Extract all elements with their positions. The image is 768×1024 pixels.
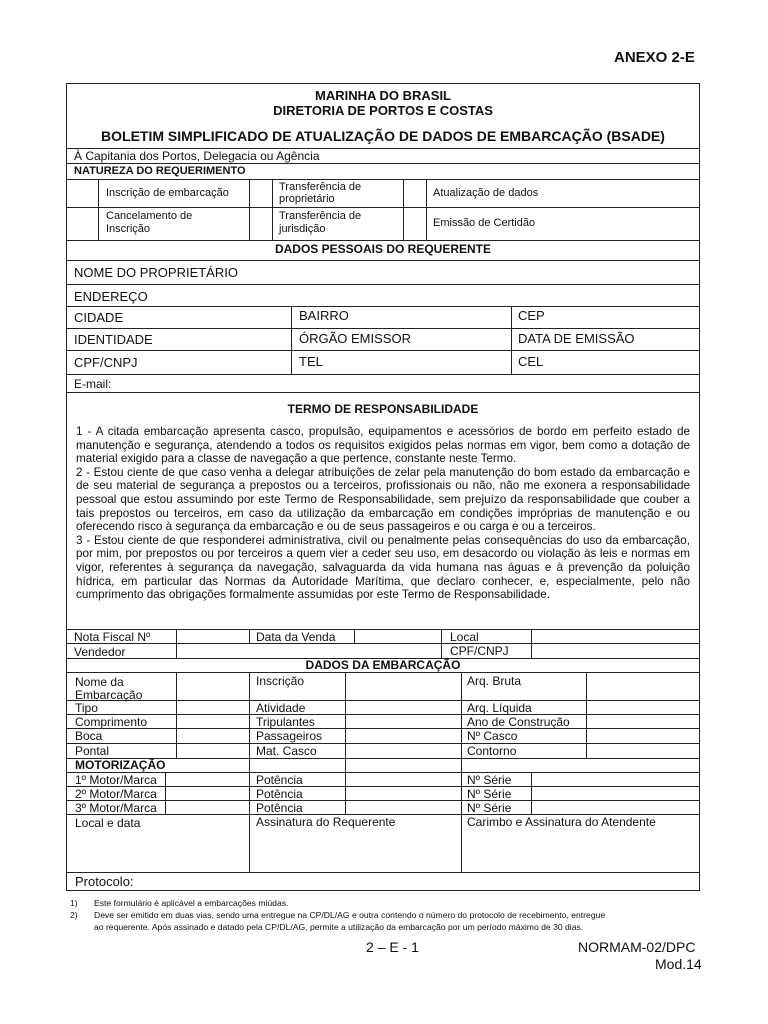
option-transf-prop-2: proprietário xyxy=(279,193,335,205)
nota-fiscal-label[interactable]: Nota Fiscal Nº xyxy=(74,630,151,644)
comprimento-label[interactable]: Comprimento xyxy=(75,715,148,729)
option-transf-jur-1: Transferência de xyxy=(279,210,362,222)
potencia-2-label[interactable]: Potência xyxy=(256,787,303,801)
checkbox-transferencia-proprietario[interactable] xyxy=(250,180,272,207)
assinatura-requerente-label[interactable]: Assinatura do Requerente xyxy=(256,815,396,829)
nome-embarcacao-1[interactable]: Nome da xyxy=(75,675,124,689)
atividade-label[interactable]: Atividade xyxy=(256,701,306,715)
arq-bruta-label[interactable]: Arq. Bruta xyxy=(467,674,522,688)
mod-label: Mod.14 xyxy=(655,956,702,972)
footnote-1: Este formulário é aplicável a embarcações miúdas. xyxy=(94,898,289,908)
cep-label[interactable]: CEP xyxy=(518,308,545,323)
assinatura-atendente-label[interactable]: Carimbo e Assinatura do Atendente xyxy=(467,815,656,829)
inscricao-label[interactable]: Inscrição xyxy=(256,674,305,688)
data-venda-label[interactable]: Data da Venda xyxy=(256,630,336,644)
cpf-cnpj-label[interactable]: CPF/CNPJ xyxy=(74,355,138,370)
serie-3-label[interactable]: Nº Série xyxy=(467,801,512,815)
footnote-2-line-1: Deve ser emitido em duas vias, sendo uma entregue na CP/DL/AG e outra contendo o número do protocolo de recebimento, entregue xyxy=(94,910,606,920)
data-emissao-label[interactable]: DATA DE EMISSÃO xyxy=(518,331,635,346)
ano-construcao-label[interactable]: Ano de Construção xyxy=(467,715,570,729)
nome-embarcacao-2[interactable]: Embarcação xyxy=(75,688,143,702)
motorizacao-title: MOTORIZAÇÃO xyxy=(75,758,166,772)
tripulantes-label[interactable]: Tripulantes xyxy=(256,715,315,729)
checkbox-transferencia-jurisdicao[interactable] xyxy=(250,208,272,240)
material-casco-label[interactable]: Mat. Casco xyxy=(256,744,317,758)
header-directorate: DIRETORIA DE PORTOS E COSTAS xyxy=(273,103,493,118)
option-cancel-2: Inscrição xyxy=(106,223,151,235)
motor-1-label[interactable]: 1º Motor/Marca xyxy=(75,773,157,787)
annex-label: ANEXO 2-E xyxy=(614,49,695,66)
cel-label[interactable]: CEL xyxy=(518,354,544,369)
pontal-label[interactable]: Pontal xyxy=(75,744,110,758)
casco-numero-label[interactable]: Nº Casco xyxy=(467,729,518,743)
option-cancel-1: Cancelamento de xyxy=(106,210,193,222)
option-certidao: Emissão de Certidão xyxy=(433,217,536,229)
vendedor-cpf-label[interactable]: CPF/CNPJ xyxy=(450,644,509,658)
checkbox-atualizacao[interactable] xyxy=(404,180,426,207)
normam-label: NORMAM-02/DPC xyxy=(578,939,696,955)
vendedor-label[interactable]: Vendedor xyxy=(74,645,126,659)
motor-3-label[interactable]: 3º Motor/Marca xyxy=(75,801,157,815)
termo-text xyxy=(76,425,690,602)
passageiros-label[interactable]: Passageiros xyxy=(256,729,323,743)
identidade-label[interactable]: IDENTIDADE xyxy=(74,332,153,347)
local-data-label[interactable]: Local e data xyxy=(75,816,141,830)
potencia-3-label[interactable]: Potência xyxy=(256,801,303,815)
termo-title: TERMO DE RESPONSABILIDADE xyxy=(287,402,479,416)
option-atualizacao: Atualização de dados xyxy=(433,187,539,199)
form-title: BOLETIM SIMPLIFICADO DE ATUALIZAÇÃO DE DADOS DE EMBARCAÇÃO (BSADE) xyxy=(101,128,665,144)
option-transf-jur-2: jurisdição xyxy=(279,223,326,235)
embarcacao-title: DADOS DA EMBARCAÇÃO xyxy=(305,658,461,672)
cidade-label[interactable]: CIDADE xyxy=(74,310,124,325)
protocolo-label[interactable]: Protocolo: xyxy=(75,874,134,889)
email-label[interactable]: E-mail: xyxy=(74,377,112,391)
boca-label[interactable]: Boca xyxy=(75,729,103,743)
bairro-label[interactable]: BAIRRO xyxy=(299,308,349,323)
page-number: 2 – E - 1 xyxy=(366,939,419,955)
endereco-label[interactable]: ENDEREÇO xyxy=(74,289,148,304)
nome-proprietario-label[interactable]: NOME DO PROPRIETÁRIO xyxy=(74,265,238,280)
tel-label[interactable]: TEL xyxy=(299,354,323,369)
footnote-1-number: 1) xyxy=(70,898,78,908)
termo-paragraph-3: 3 - Estou ciente de que responderei administrativa, civil ou penalmente pelas consequências do uso da embarcação, por mim, por prepostos ou por terceiros a quem vier a ceder seu uso, em desacordo ou violação às leis e normas em vigor, referentes à segurança da navegação, salvaguarda da vida humana nas águas e à prevenção da poluição hídrica, em particular das Normas da Autoridade Marítima, que declaro conhecer, e, especialmente, pelo não cumprimento das obrigações formalmente assumidas por este Termo de Responsabilidade. xyxy=(76,533,690,602)
local-venda-label[interactable]: Local xyxy=(450,630,479,644)
arq-liquida-label[interactable]: Arq. Líquida xyxy=(467,701,532,715)
option-inscricao: Inscrição de embarcação xyxy=(106,187,229,199)
checkbox-inscricao[interactable] xyxy=(67,180,98,207)
potencia-1-label[interactable]: Potência xyxy=(256,773,303,787)
checkbox-certidao[interactable] xyxy=(404,208,426,240)
footnote-2-number: 2) xyxy=(70,910,78,920)
motor-2-label[interactable]: 2º Motor/Marca xyxy=(75,787,157,801)
termo-paragraph-2: 2 - Estou ciente de que caso venha a delegar atribuições de zelar pela manutenção do bom estado da embarcação e de seu material de segurança a prepostos ou a terceiros, profissionais ou não, não me exonera a responsabilidade pessoal que estou assumindo por este Termo de Responsabilidade, sem prejuízo da responsabilidade que couber a tais prepostos ou terceiros, em caso da utilização da embarcação em condições impróprias de manutenção e ou oferecendo risco à segurança da embarcação e ou de seus passageiros e ou carga e ou a terceiros. xyxy=(76,465,690,534)
header-org: MARINHA DO BRASIL xyxy=(314,88,451,103)
footnote-2-line-2: ao requerente. Após assinado e datado pela CP/DL/AG, permite a utilização da embarcação por um período máximo de 30 dias. xyxy=(94,922,584,932)
serie-1-label[interactable]: Nº Série xyxy=(467,773,512,787)
orgao-emissor-label[interactable]: ÓRGÃO EMISSOR xyxy=(299,331,411,346)
natureza-title: NATUREZA DO REQUERIMENTO xyxy=(74,165,246,177)
pessoais-title: DADOS PESSOAIS DO REQUERENTE xyxy=(274,242,492,256)
contorno-label[interactable]: Contorno xyxy=(467,744,517,758)
checkbox-cancelamento[interactable] xyxy=(67,208,98,240)
option-transf-prop-1: Transferência de xyxy=(279,181,362,193)
addressee-label: À Capitania dos Portos, Delegacia ou Agência xyxy=(74,149,320,163)
serie-2-label[interactable]: Nº Série xyxy=(467,787,512,801)
termo-paragraph-1: 1 - A citada embarcação apresenta casco, propulsão, equipamentos e acessórios de bordo em perfeito estado de manutenção e segurança, atendendo a todos os requisitos exigidos pelas normas em vigor, bem como a dotação de material exigido para a classe de navegação a que pertence, constante neste Termo. xyxy=(76,425,690,466)
tipo-label[interactable]: Tipo xyxy=(75,701,98,715)
